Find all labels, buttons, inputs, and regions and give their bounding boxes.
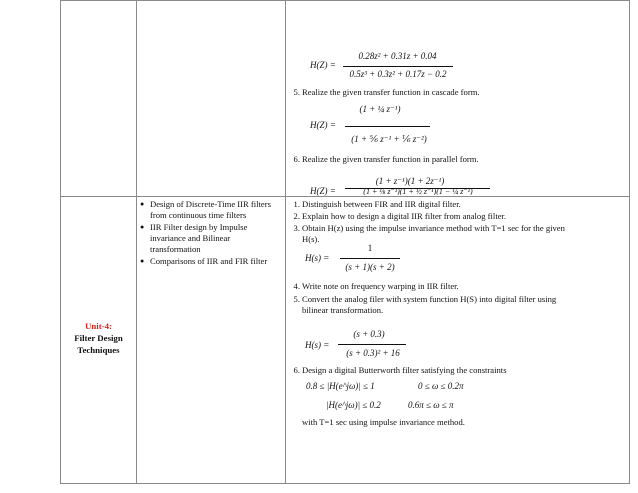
bullet-icon: ● [140, 223, 145, 231]
question-number: 1. [293, 199, 300, 209]
unit-title: Unit-4: [85, 321, 112, 331]
question-continuation [302, 234, 319, 245]
constraint-frequency-range: 0.6π ≤ ω ≤ π [408, 400, 454, 410]
equation-lhs: H(Z) = [310, 60, 336, 70]
closing-line [302, 417, 465, 428]
question-number: 5. [293, 87, 300, 97]
equation-numerator-text: 1 [367, 243, 373, 253]
bullet-icon: ● [140, 257, 145, 265]
unit-subtitle-line-1: Filter Design [74, 333, 123, 343]
question-text: Design a digital Butterworth filter satisfying the constraints [302, 365, 507, 375]
topic-text [150, 222, 247, 256]
equation-denominator [338, 69, 458, 79]
constraint-line-1-range [418, 381, 464, 391]
fraction-bar [343, 66, 453, 67]
equation-numerator [350, 176, 470, 187]
equation-denominator [338, 189, 498, 195]
equation-numerator-text: (1 + ¼ z⁻¹) [359, 104, 401, 114]
question-text: Obtain H(z) using the impulse invariance method with T=1 sec for the given [302, 223, 565, 233]
equation-lhs: H(Z) = [310, 186, 336, 196]
question-continuation [302, 305, 383, 316]
equation-numerator [345, 104, 415, 115]
table-border-left [60, 0, 61, 484]
table-col-divider-1 [136, 0, 137, 484]
table-border-right [629, 0, 630, 484]
fraction-bar [338, 344, 406, 345]
equation-numerator [350, 51, 445, 61]
unit-subtitle-line-2: Techniques [77, 345, 120, 355]
topic-line: transformation [150, 244, 201, 255]
table-col-divider-2 [285, 0, 286, 484]
question-text: Distinguish between FIR and IIR digital filter. [302, 199, 461, 209]
fraction-bar [345, 126, 430, 127]
question-number: 6. [293, 154, 300, 164]
equation-denominator [337, 262, 403, 272]
equation-hz-rational [310, 60, 336, 70]
question-text: Explain how to design a digital IIR filter from analog filter. [302, 211, 507, 221]
topic-line: from continuous time filters [150, 210, 247, 221]
question-text: H(s). [302, 234, 320, 244]
closing-text: with T=1 sec using impulse invariance method. [302, 417, 465, 427]
constraint-magnitude: 0.8 ≤ |H(e^jω)| ≤ 1 [306, 381, 375, 391]
equation-denominator-text: (s + 0.3)² + 16 [346, 348, 400, 358]
question-text: Write note on frequency warping in IIR filter. [302, 281, 459, 291]
equation-numerator-text: 0.28z² + 0.31z + 0.04 [358, 51, 437, 61]
table-border-mid [60, 196, 630, 197]
topic-line: invariance and Bilinear [150, 233, 231, 244]
equation-numerator [340, 243, 400, 253]
constraint-line-1 [306, 381, 375, 391]
equation-numerator-text: (s + 0.3) [353, 329, 385, 339]
constraint-magnitude: |H(e^jω)| ≤ 0.2 [326, 400, 381, 410]
question-number: 5. [293, 294, 300, 304]
question-text: Realize the given transfer function in parallel form. [302, 154, 479, 164]
constraint-line-2-range [408, 400, 454, 410]
topic-text [150, 199, 271, 221]
question-text: Convert the analog filer with system function H(S) into digital filter using [302, 294, 557, 304]
question-number: 6. [293, 365, 300, 375]
equation-numerator-text: (1 + z⁻¹)(1 + 2z⁻¹) [375, 176, 445, 186]
question-text: bilinear transformation. [302, 305, 384, 315]
equation-denominator [345, 134, 433, 145]
equation-hs-invariance [305, 253, 329, 263]
constraint-frequency-range: 0 ≤ ω ≤ 0.2π [418, 381, 464, 391]
equation-denominator-text: (s + 1)(s + 2) [345, 262, 395, 272]
equation-lhs: H(Z) = [310, 120, 336, 130]
equation-denominator-text: (1 + ⅚ z⁻¹ + ⅙ z⁻²) [351, 134, 427, 144]
question-number: 2. [293, 211, 300, 221]
topic-text [150, 256, 267, 267]
equation-hz-cascade [310, 120, 336, 130]
question-number: 4. [293, 281, 300, 291]
equation-lhs: H(s) = [305, 253, 330, 263]
fraction-bar [340, 258, 400, 259]
constraint-line-2 [326, 400, 381, 410]
equation-denominator-text: (1 + ⅛ z⁻¹)(1 + ½ z⁻¹)(1 − ¼ z⁻¹) [363, 189, 473, 195]
question-number: 3. [293, 223, 300, 233]
question-text: Realize the given transfer function in cascade form. [302, 87, 480, 97]
equation-denominator [335, 348, 411, 358]
equation-lhs: H(s) = [305, 340, 330, 350]
equation-hz-parallel [310, 186, 336, 196]
equation-numerator [338, 329, 400, 339]
bullet-icon: ● [140, 200, 145, 208]
unit-cell [61, 320, 136, 356]
topic-line: Design of Discrete-Time IIR filters [150, 199, 271, 209]
equation-denominator-text: 0.5z³ + 0.3z² + 0.17z − 0.2 [349, 69, 447, 79]
equation-hs-bilinear [305, 340, 329, 350]
table-border-bottom [60, 483, 630, 484]
table-border-top [60, 0, 630, 1]
topic-line: IIR Filter design by Impulse [150, 222, 248, 232]
topic-line: Comparisons of IIR and FIR filter [150, 256, 268, 266]
